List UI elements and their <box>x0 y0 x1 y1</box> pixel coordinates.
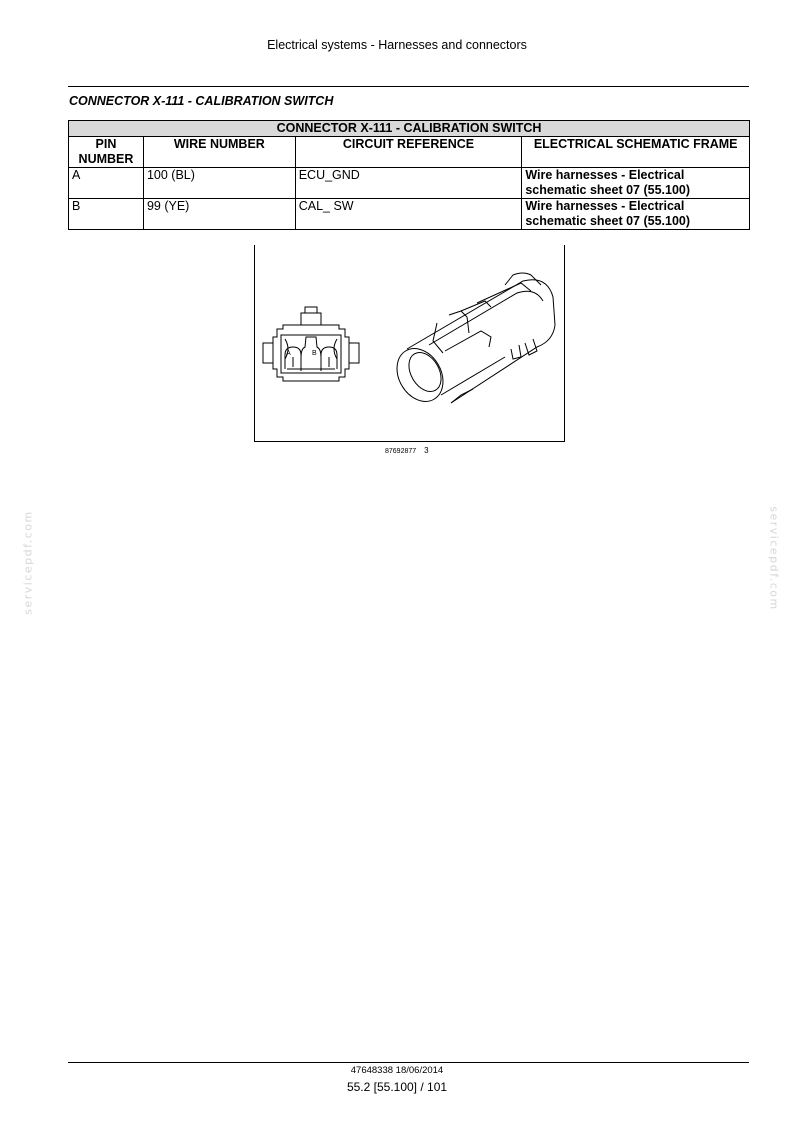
footer-rule <box>68 1062 749 1063</box>
connector-figure <box>254 245 565 442</box>
wire-cell: 99 (YE) <box>143 199 295 230</box>
watermark-right: servicepdf.com <box>767 506 781 611</box>
table-row <box>69 199 750 230</box>
circuit-cell: ECU_GND <box>295 168 522 199</box>
schematic-frame-cell: Wire harnesses - Electrical schematic sheet 07 (55.100) <box>522 168 750 199</box>
pin-cell: A <box>69 168 144 199</box>
connector-table <box>68 120 750 230</box>
running-header: Electrical systems - Harnesses and connectors <box>267 38 527 52</box>
header-pin-number: PIN NUMBER <box>69 137 144 168</box>
connector-front-view <box>263 307 359 381</box>
schematic-frame-cell: Wire harnesses - Electrical schematic sheet 07 (55.100) <box>522 199 750 230</box>
section-title: CONNECTOR X-111 - CALIBRATION SWITCH <box>69 94 334 108</box>
pin-label-a: A <box>286 350 291 357</box>
pin-cell: B <box>69 199 144 230</box>
pin-label-b: B <box>312 350 317 357</box>
header-schematic-frame: ELECTRICAL SCHEMATIC FRAME <box>522 137 750 168</box>
footer-page-number: 55.2 [55.100] / 101 <box>346 1080 448 1094</box>
watermark-left: servicepdf.com <box>21 510 35 615</box>
figure-number: 3 <box>424 446 429 455</box>
figure-caption <box>385 446 429 455</box>
figure-id: 87692877 <box>385 448 417 455</box>
connector-drawing <box>255 245 564 441</box>
footer-doc-id: 47648338 18/06/2014 <box>350 1065 444 1076</box>
circuit-cell: CAL_ SW <box>295 199 522 230</box>
header-rule <box>68 86 749 87</box>
header-circuit-reference: CIRCUIT REFERENCE <box>295 137 522 168</box>
wire-cell: 100 (BL) <box>143 168 295 199</box>
table-caption: CONNECTOR X-111 - CALIBRATION SWITCH <box>69 121 750 137</box>
connector-isometric-view <box>388 273 555 410</box>
table-row <box>69 168 750 199</box>
header-wire-number: WIRE NUMBER <box>143 137 295 168</box>
